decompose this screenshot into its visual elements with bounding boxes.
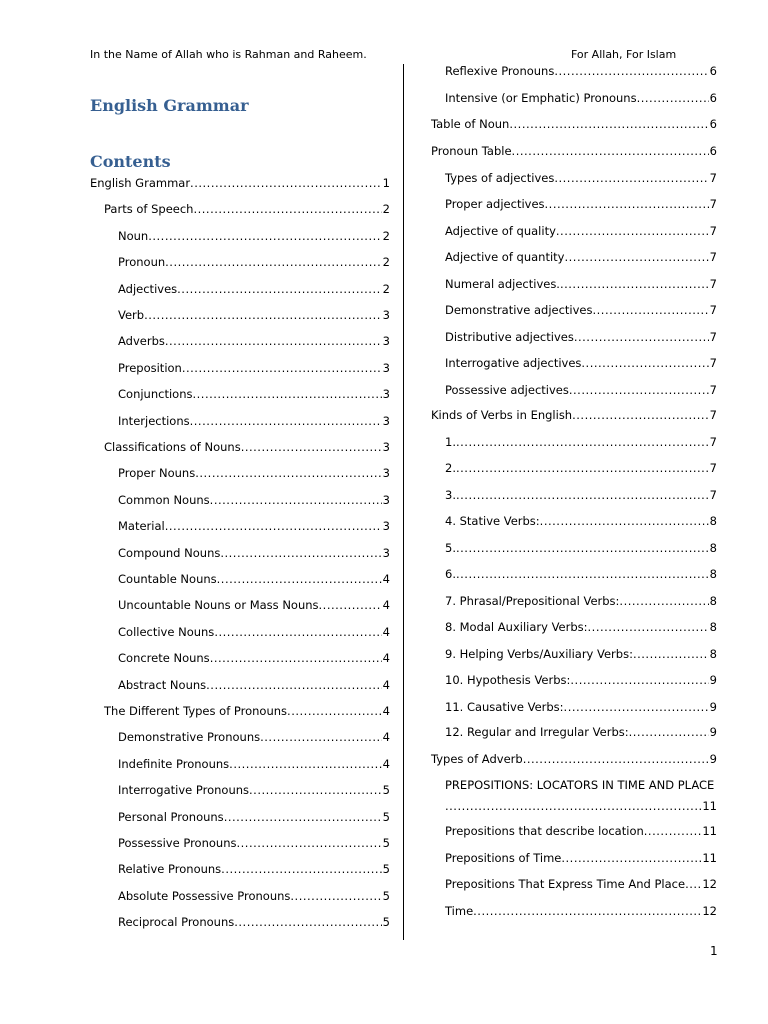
toc-entry-page: 7 xyxy=(709,250,717,264)
toc-entry-label: Table of Noun xyxy=(431,117,510,131)
header-right-text: For Allah, For Islam xyxy=(571,48,677,61)
toc-entry-label: Verb xyxy=(118,308,145,322)
toc-entry-page: 7 xyxy=(709,330,717,344)
toc-entry[interactable] xyxy=(445,250,717,264)
toc-entry-page: 4 xyxy=(382,756,390,771)
toc-entry-label: Demonstrative Pronouns xyxy=(118,730,261,745)
toc-entry-page: 12 xyxy=(702,904,717,918)
toc-entry-label: Proper adjectives xyxy=(445,197,545,211)
toc-entry-label: Reciprocal Pronouns xyxy=(118,915,235,930)
toc-entry-label: Indefinite Pronouns xyxy=(118,756,230,771)
toc-entry-label: Interrogative adjectives xyxy=(445,356,582,370)
toc-entry-label: Preposition xyxy=(118,360,182,375)
toc-dot-leader xyxy=(570,673,708,687)
toc-dot-leader xyxy=(556,224,709,238)
toc-entry-page: 9 xyxy=(709,752,717,766)
toc-entry-page: 8 xyxy=(709,620,717,634)
toc-entry[interactable] xyxy=(445,277,717,291)
toc-entry-page: 3 xyxy=(382,545,390,560)
toc-entry-page: 3 xyxy=(382,360,390,375)
toc-dot-leader xyxy=(540,514,709,528)
toc-dot-leader xyxy=(633,647,709,661)
toc-dot-leader xyxy=(512,144,709,158)
toc-entry[interactable] xyxy=(445,904,717,918)
toc-entry-page: 3 xyxy=(382,440,390,454)
toc-dot-leader xyxy=(588,620,709,634)
toc-dot-leader xyxy=(554,171,708,185)
toc-entry-label: 12. Regular and Irregular Verbs: xyxy=(445,725,629,739)
toc-entry-page: 8 xyxy=(709,567,717,581)
toc-entry-page: 4 xyxy=(382,624,390,639)
toc-entry-label: Classifications of Nouns xyxy=(104,440,241,454)
toc-entry-page: 11 xyxy=(702,851,717,865)
toc-entry-label: Conjunctions xyxy=(118,387,193,402)
toc-dot-leader xyxy=(523,752,709,766)
toc-dot-leader xyxy=(685,877,701,891)
toc-entry[interactable] xyxy=(445,224,717,238)
toc-entry-label: Uncountable Nouns or Mass Nouns xyxy=(118,598,319,613)
toc-entry-label: 8. Modal Auxiliary Verbs: xyxy=(445,620,588,634)
toc-entry-page: 5 xyxy=(382,862,390,877)
page-number: 1 xyxy=(710,944,718,958)
toc-dot-leader xyxy=(644,824,702,838)
toc-entry-page: 2 xyxy=(382,228,390,243)
toc-entry-label: 1. xyxy=(445,435,456,449)
toc-entry[interactable] xyxy=(445,541,717,555)
toc-entry-page: 3 xyxy=(382,466,390,481)
toc-entry-page: 9 xyxy=(709,673,717,687)
toc-entry[interactable] xyxy=(445,877,717,891)
toc-dot-leader xyxy=(569,383,709,397)
toc-entry-page: 6 xyxy=(709,117,717,131)
toc-entry-page: 5 xyxy=(382,915,390,930)
toc-entry-label: Personal Pronouns xyxy=(118,809,224,824)
toc-entry-label: 7. Phrasal/Prepositional Verbs: xyxy=(445,594,620,608)
toc-entry-page: 6 xyxy=(709,144,717,158)
toc-entry[interactable] xyxy=(445,514,717,528)
toc-entry-page: 7 xyxy=(709,356,717,370)
toc-entry-label: Adjective of quantity xyxy=(445,250,565,264)
toc-entry-label: Relative Pronouns xyxy=(118,862,222,877)
document-title: English Grammar xyxy=(90,96,249,115)
toc-entry-label: The Different Types of Pronouns xyxy=(104,704,288,718)
toc-dot-leader xyxy=(560,277,709,291)
toc-entry-page: 7 xyxy=(709,197,717,211)
toc-entry-label: Parts of Speech xyxy=(104,202,194,217)
toc-entry[interactable] xyxy=(445,461,717,475)
toc-entry-label: Interjections xyxy=(118,413,190,428)
toc-entry-label: 9. Helping Verbs/Auxiliary Verbs: xyxy=(445,647,633,661)
toc-entry-page: 2 xyxy=(382,281,390,296)
toc-entry-label: Distributive adjectives xyxy=(445,330,574,344)
toc-entry-label: Prepositions that describe location xyxy=(445,824,644,838)
toc-entry[interactable] xyxy=(445,778,717,813)
toc-entry-label: 10. Hypothesis Verbs: xyxy=(445,673,571,687)
toc-entry-page: 3 xyxy=(382,334,390,349)
toc-entry-page: 7 xyxy=(709,408,717,422)
toc-entry[interactable] xyxy=(445,64,717,78)
toc-entry-page: 5 xyxy=(382,836,390,850)
toc-entry-label: Abstract Nouns xyxy=(118,677,207,692)
toc-entry[interactable] xyxy=(445,620,717,634)
toc-entry-page: 7 xyxy=(709,435,717,449)
toc-entry-label: Kinds of Verbs in English xyxy=(431,408,573,422)
toc-entry[interactable] xyxy=(445,488,717,502)
toc-dot-leader xyxy=(456,435,709,449)
toc-entry[interactable] xyxy=(445,673,717,687)
toc-entry[interactable] xyxy=(445,594,717,608)
toc-entry-label: English Grammar xyxy=(90,176,191,190)
toc-dot-leader xyxy=(572,408,709,422)
toc-entry-label: Material xyxy=(118,519,165,534)
toc-entry-label: Prepositions That Express Time And Place xyxy=(445,877,686,891)
toc-entry-page: 7 xyxy=(709,277,717,291)
toc-entry[interactable] xyxy=(445,91,717,105)
toc-entry[interactable] xyxy=(431,752,717,766)
toc-entry[interactable] xyxy=(431,117,717,131)
toc-entry-label: Types of adjectives xyxy=(445,171,555,185)
toc-entry[interactable] xyxy=(445,851,717,865)
header-left-text: In the Name of Allah who is Rahman and Raheem. xyxy=(90,48,367,61)
toc-entry-label: Absolute Possessive Pronouns xyxy=(118,888,291,903)
toc-entry[interactable] xyxy=(431,144,717,158)
toc-dot-leader xyxy=(619,594,708,608)
toc-entry[interactable] xyxy=(445,330,717,344)
toc-entry-label: Time xyxy=(445,904,474,918)
toc-entry-label: Noun xyxy=(118,228,149,243)
toc-entry-page: 2 xyxy=(382,202,390,217)
toc-entry-page: 3 xyxy=(382,308,390,322)
toc-entry-label: Collective Nouns xyxy=(118,624,215,639)
toc-entry-label: 3. xyxy=(445,488,456,502)
toc-entry-page: 3 xyxy=(382,413,390,428)
toc-entry-label: Reflexive Pronouns xyxy=(445,64,555,78)
toc-entry-label: 2. xyxy=(445,461,456,475)
toc-entry-page: 3 xyxy=(382,492,390,507)
toc-entry-page: 3 xyxy=(382,519,390,534)
toc-entry-label: Adverbs xyxy=(118,334,165,349)
toc-entry-page: 7 xyxy=(709,171,717,185)
toc-dot-leader xyxy=(456,567,709,581)
toc-entry-page: 5 xyxy=(382,809,390,824)
toc-dot-leader xyxy=(593,303,709,317)
toc-dot-leader xyxy=(473,904,701,918)
toc-entry[interactable] xyxy=(445,824,717,838)
toc-entry[interactable] xyxy=(445,435,717,449)
toc-entry-page: 2 xyxy=(382,255,390,270)
toc-entry-page: 3 xyxy=(382,387,390,402)
toc-entry-label: Adjective of quality xyxy=(445,224,556,238)
toc-entry[interactable] xyxy=(445,383,717,397)
toc-entry-page: 6 xyxy=(709,91,717,105)
toc-entry-label: Concrete Nouns xyxy=(118,651,210,666)
toc-dot-leader xyxy=(637,91,709,105)
toc-entry-label: Pronoun xyxy=(118,255,166,270)
toc-entry[interactable] xyxy=(445,171,717,185)
toc-entry[interactable] xyxy=(445,725,717,739)
toc-entry-label: Types of Adverb xyxy=(431,752,523,766)
toc-dot-leader xyxy=(554,64,708,78)
toc-entry-page: 1 xyxy=(382,176,390,190)
toc-dot-leader xyxy=(581,356,708,370)
toc-entry-page: 4 xyxy=(382,572,390,586)
toc-entry-page: 8 xyxy=(709,541,717,555)
toc-entry-label: Adjectives xyxy=(118,281,178,296)
toc-dot-leader xyxy=(629,725,709,739)
toc-entry-page: 7 xyxy=(709,224,717,238)
toc-entry-page: 5 xyxy=(382,783,390,798)
toc-entry[interactable] xyxy=(445,197,717,211)
toc-entry-page: 12 xyxy=(702,877,717,891)
toc-entry-page: 8 xyxy=(709,594,717,608)
toc-dot-leader xyxy=(564,250,708,264)
toc-entry-page: 7 xyxy=(709,488,717,502)
toc-dot-leader xyxy=(545,197,709,211)
toc-dot-leader xyxy=(509,117,708,131)
toc-entry[interactable] xyxy=(445,567,717,581)
toc-entry-label: 5. xyxy=(445,541,456,555)
toc-entry-label: Interrogative Pronouns xyxy=(118,783,250,798)
toc-dot-leader xyxy=(456,541,709,555)
toc-entry-page: 9 xyxy=(709,725,717,739)
toc-entry-page: 7 xyxy=(709,383,717,397)
toc-entry-page: 8 xyxy=(709,514,717,528)
toc-dot-leader xyxy=(564,700,709,714)
toc-entry-page: 4 xyxy=(382,651,390,666)
toc-dot-leader xyxy=(456,488,709,502)
toc-entry-label: Proper Nouns xyxy=(118,466,196,481)
toc-entry-page: 11 xyxy=(702,824,717,838)
toc-entry-page: 4 xyxy=(382,677,390,692)
toc-entry-page: 7 xyxy=(709,461,717,475)
contents-heading: Contents xyxy=(90,152,171,171)
toc-entry-page: 8 xyxy=(709,647,717,661)
toc-entry-label: 4. Stative Verbs: xyxy=(445,514,540,528)
toc-entry-label: 11. Causative Verbs: xyxy=(445,700,564,714)
toc-entry-label: 6. xyxy=(445,567,456,581)
toc-dot-leader xyxy=(445,799,701,813)
toc-entry[interactable] xyxy=(445,700,717,714)
toc-entry-page: 4 xyxy=(382,730,390,745)
toc-entry-label: Common Nouns xyxy=(118,492,210,507)
toc-entry-page: 4 xyxy=(382,704,390,718)
toc-entry-label: Possessive adjectives xyxy=(445,383,569,397)
toc-entry-page: 5 xyxy=(382,888,390,903)
toc-entry-page: 7 xyxy=(709,303,717,317)
toc-dot-leader xyxy=(561,851,701,865)
toc-entry-page: 9 xyxy=(709,700,717,714)
toc-entry-page: 4 xyxy=(382,598,390,613)
toc-entry[interactable] xyxy=(445,303,717,317)
toc-dot-leader xyxy=(574,330,709,344)
toc-entry-page: 11 xyxy=(702,799,717,813)
toc-entry-label: Numeral adjectives. xyxy=(445,277,560,291)
toc-entry-label: Demonstrative adjectives xyxy=(445,303,593,317)
toc-entry-label: Intensive (or Emphatic) Pronouns xyxy=(445,91,637,105)
toc-entry[interactable] xyxy=(445,356,717,370)
toc-entry-label: Possessive Pronouns xyxy=(118,836,237,850)
toc-dot-leader xyxy=(456,461,709,475)
toc-entry-label: Countable Nouns xyxy=(118,572,217,586)
toc-entry[interactable] xyxy=(431,408,717,422)
toc-entry-label: Prepositions of Time xyxy=(445,851,562,865)
toc-entry[interactable] xyxy=(445,647,717,661)
toc-entry-label: PREPOSITIONS: LOCATORS IN TIME AND PLACE xyxy=(445,778,715,792)
toc-entry-page: 6 xyxy=(709,64,717,78)
toc-entry-label: Pronoun Table xyxy=(431,144,512,158)
toc-entry-label: Compound Nouns xyxy=(118,545,221,560)
